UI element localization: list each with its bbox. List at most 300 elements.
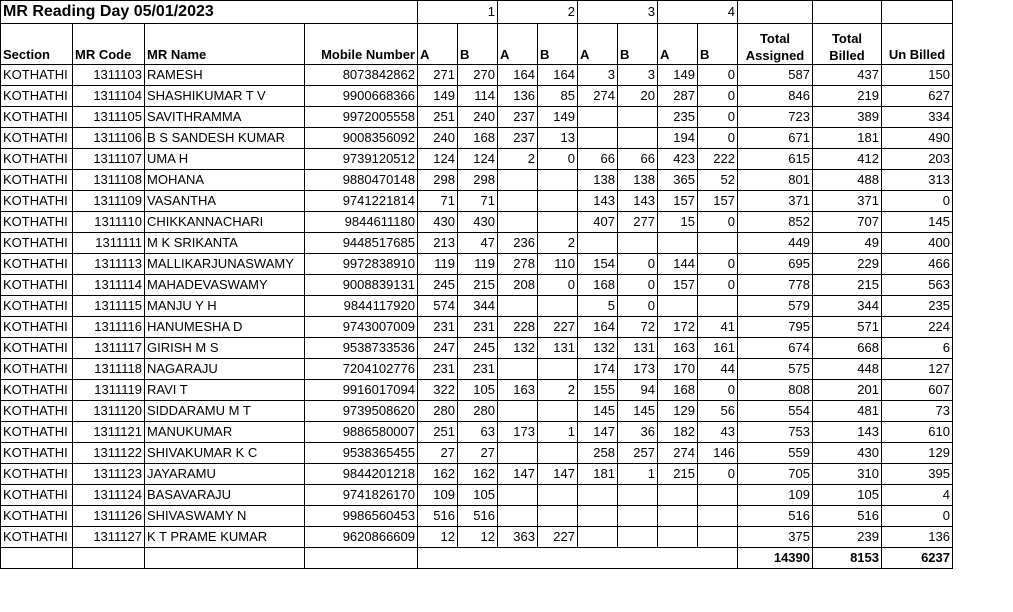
- cell-a-3[interactable]: 138: [578, 170, 618, 191]
- cell-unbilled[interactable]: 73: [882, 401, 953, 422]
- cell-unbilled[interactable]: 334: [882, 107, 953, 128]
- header-a-1[interactable]: A: [418, 24, 458, 65]
- cell-b-1[interactable]: 162: [458, 464, 498, 485]
- cell-total-billed[interactable]: 181: [813, 128, 882, 149]
- cell-a-3[interactable]: 147: [578, 422, 618, 443]
- cell-a-4[interactable]: 129: [658, 401, 698, 422]
- cell-total-assigned[interactable]: 615: [738, 149, 813, 170]
- cell-mr-name[interactable]: VASANTHA: [145, 191, 305, 212]
- cell-b-1[interactable]: 430: [458, 212, 498, 233]
- cell-a-1[interactable]: 245: [418, 275, 458, 296]
- cell-b-2[interactable]: [538, 212, 578, 233]
- cell-a-4[interactable]: 172: [658, 317, 698, 338]
- cell-a-3[interactable]: 155: [578, 380, 618, 401]
- cell-section[interactable]: KOTHATHI: [1, 149, 73, 170]
- empty-cell[interactable]: [698, 548, 738, 569]
- cell-a-2[interactable]: 2: [498, 149, 538, 170]
- cell-b-4[interactable]: 0: [698, 275, 738, 296]
- cell-mr-name[interactable]: CHIKKANNACHARI: [145, 212, 305, 233]
- cell-total-assigned[interactable]: 449: [738, 233, 813, 254]
- cell-b-2[interactable]: 85: [538, 86, 578, 107]
- cell-a-1[interactable]: 231: [418, 359, 458, 380]
- cell-mobile-number[interactable]: 9008839131: [305, 275, 418, 296]
- cell-b-2[interactable]: 227: [538, 527, 578, 548]
- cell-a-3[interactable]: 407: [578, 212, 618, 233]
- cell-a-3[interactable]: [578, 527, 618, 548]
- empty-cell[interactable]: [658, 548, 698, 569]
- cell-section[interactable]: KOTHATHI: [1, 128, 73, 149]
- cell-total-assigned[interactable]: 852: [738, 212, 813, 233]
- cell-section[interactable]: KOTHATHI: [1, 212, 73, 233]
- cell-mobile-number[interactable]: 8073842862: [305, 65, 418, 86]
- cell-b-4[interactable]: 41: [698, 317, 738, 338]
- cell-total-assigned[interactable]: 753: [738, 422, 813, 443]
- cell-total-assigned[interactable]: 587: [738, 65, 813, 86]
- cell-b-4[interactable]: [698, 527, 738, 548]
- cell-mobile-number[interactable]: 9844201218: [305, 464, 418, 485]
- cell-a-1[interactable]: 430: [418, 212, 458, 233]
- cell-a-2[interactable]: 228: [498, 317, 538, 338]
- cell-a-4[interactable]: 274: [658, 443, 698, 464]
- cell-total-assigned[interactable]: 801: [738, 170, 813, 191]
- header-b-4[interactable]: B: [698, 24, 738, 65]
- cell-unbilled[interactable]: 563: [882, 275, 953, 296]
- cell-a-1[interactable]: 280: [418, 401, 458, 422]
- cell-mr-code[interactable]: 1311107: [73, 149, 145, 170]
- cell-b-3[interactable]: [618, 107, 658, 128]
- cell-b-4[interactable]: 56: [698, 401, 738, 422]
- cell-b-3[interactable]: 145: [618, 401, 658, 422]
- cell-a-2[interactable]: 147: [498, 464, 538, 485]
- cell-unbilled[interactable]: 203: [882, 149, 953, 170]
- cell-section[interactable]: KOTHATHI: [1, 296, 73, 317]
- cell-mr-name[interactable]: SHASHIKUMAR T V: [145, 86, 305, 107]
- cell-unbilled[interactable]: 400: [882, 233, 953, 254]
- cell-a-3[interactable]: 145: [578, 401, 618, 422]
- cell-b-4[interactable]: 0: [698, 380, 738, 401]
- cell-b-1[interactable]: 47: [458, 233, 498, 254]
- cell-mobile-number[interactable]: 9538733536: [305, 338, 418, 359]
- cell-section[interactable]: KOTHATHI: [1, 338, 73, 359]
- cell-total-billed[interactable]: 389: [813, 107, 882, 128]
- cell-b-4[interactable]: 44: [698, 359, 738, 380]
- cell-a-3[interactable]: 181: [578, 464, 618, 485]
- cell-a-1[interactable]: 12: [418, 527, 458, 548]
- cell-total-billed[interactable]: 371: [813, 191, 882, 212]
- cell-a-3[interactable]: 143: [578, 191, 618, 212]
- cell-mr-name[interactable]: NAGARAJU: [145, 359, 305, 380]
- cell-unbilled[interactable]: 6: [882, 338, 953, 359]
- total-total-assigned[interactable]: 14390: [738, 548, 813, 569]
- cell-a-1[interactable]: 71: [418, 191, 458, 212]
- cell-mr-code[interactable]: 1311109: [73, 191, 145, 212]
- cell-b-3[interactable]: [618, 128, 658, 149]
- cell-a-4[interactable]: 163: [658, 338, 698, 359]
- cell-mr-name[interactable]: K T PRAME KUMAR: [145, 527, 305, 548]
- cell-b-3[interactable]: [618, 527, 658, 548]
- cell-b-1[interactable]: 298: [458, 170, 498, 191]
- cell-total-assigned[interactable]: 795: [738, 317, 813, 338]
- cell-a-1[interactable]: 271: [418, 65, 458, 86]
- cell-total-assigned[interactable]: 516: [738, 506, 813, 527]
- cell-total-assigned[interactable]: 705: [738, 464, 813, 485]
- empty-cell[interactable]: [1, 548, 73, 569]
- cell-b-2[interactable]: 149: [538, 107, 578, 128]
- cell-a-4[interactable]: 170: [658, 359, 698, 380]
- cell-total-billed[interactable]: 229: [813, 254, 882, 275]
- cell-a-4[interactable]: 215: [658, 464, 698, 485]
- cell-section[interactable]: KOTHATHI: [1, 317, 73, 338]
- cell-b-1[interactable]: 280: [458, 401, 498, 422]
- cell-total-billed[interactable]: 143: [813, 422, 882, 443]
- cell-a-3[interactable]: [578, 485, 618, 506]
- cell-mobile-number[interactable]: 9741826170: [305, 485, 418, 506]
- cell-b-1[interactable]: 231: [458, 317, 498, 338]
- cell-a-2[interactable]: 136: [498, 86, 538, 107]
- cell-a-4[interactable]: 157: [658, 275, 698, 296]
- cell-mr-code[interactable]: 1311114: [73, 275, 145, 296]
- cell-a-1[interactable]: 240: [418, 128, 458, 149]
- cell-section[interactable]: KOTHATHI: [1, 359, 73, 380]
- cell-unbilled[interactable]: 136: [882, 527, 953, 548]
- cell-a-1[interactable]: 231: [418, 317, 458, 338]
- cell-mr-code[interactable]: 1311111: [73, 233, 145, 254]
- cell-b-4[interactable]: 146: [698, 443, 738, 464]
- cell-section[interactable]: KOTHATHI: [1, 506, 73, 527]
- group-number-2[interactable]: 2: [498, 1, 578, 24]
- cell-b-2[interactable]: [538, 506, 578, 527]
- cell-total-assigned[interactable]: 375: [738, 527, 813, 548]
- cell-b-3[interactable]: [618, 485, 658, 506]
- cell-b-3[interactable]: 0: [618, 254, 658, 275]
- cell-section[interactable]: KOTHATHI: [1, 275, 73, 296]
- cell-section[interactable]: KOTHATHI: [1, 380, 73, 401]
- group-number-3[interactable]: 3: [578, 1, 658, 24]
- cell-mobile-number[interactable]: 9844611180: [305, 212, 418, 233]
- cell-mr-code[interactable]: 1311104: [73, 86, 145, 107]
- cell-total-assigned[interactable]: 723: [738, 107, 813, 128]
- cell-mobile-number[interactable]: 9739120512: [305, 149, 418, 170]
- header-b-3[interactable]: B: [618, 24, 658, 65]
- cell-total-billed[interactable]: 201: [813, 380, 882, 401]
- cell-section[interactable]: KOTHATHI: [1, 443, 73, 464]
- cell-unbilled[interactable]: 4: [882, 485, 953, 506]
- cell-a-4[interactable]: 182: [658, 422, 698, 443]
- cell-mobile-number[interactable]: 9886580007: [305, 422, 418, 443]
- cell-total-billed[interactable]: 488: [813, 170, 882, 191]
- cell-a-4[interactable]: 144: [658, 254, 698, 275]
- cell-a-4[interactable]: 235: [658, 107, 698, 128]
- cell-section[interactable]: KOTHATHI: [1, 86, 73, 107]
- cell-b-3[interactable]: 20: [618, 86, 658, 107]
- cell-mobile-number[interactable]: 9986560453: [305, 506, 418, 527]
- cell-mobile-number[interactable]: 9972838910: [305, 254, 418, 275]
- cell-a-1[interactable]: 574: [418, 296, 458, 317]
- cell-a-4[interactable]: 168: [658, 380, 698, 401]
- cell-mr-name[interactable]: SHIVASWAMY N: [145, 506, 305, 527]
- cell-mr-name[interactable]: SHIVAKUMAR K C: [145, 443, 305, 464]
- cell-a-2[interactable]: 163: [498, 380, 538, 401]
- cell-mr-name[interactable]: GIRISH M S: [145, 338, 305, 359]
- header-total-billed[interactable]: [813, 24, 882, 65]
- empty-cell[interactable]: [73, 548, 145, 569]
- cell-mr-code[interactable]: 1311120: [73, 401, 145, 422]
- cell-total-assigned[interactable]: 808: [738, 380, 813, 401]
- cell-mr-code[interactable]: 1311127: [73, 527, 145, 548]
- cell-b-3[interactable]: 36: [618, 422, 658, 443]
- cell-a-3[interactable]: 258: [578, 443, 618, 464]
- cell-b-3[interactable]: 138: [618, 170, 658, 191]
- cell-b-3[interactable]: 3: [618, 65, 658, 86]
- cell-total-billed[interactable]: 344: [813, 296, 882, 317]
- cell-mr-code[interactable]: 1311119: [73, 380, 145, 401]
- cell-unbilled[interactable]: 610: [882, 422, 953, 443]
- cell-b-1[interactable]: 344: [458, 296, 498, 317]
- cell-total-assigned[interactable]: 674: [738, 338, 813, 359]
- cell-b-1[interactable]: 63: [458, 422, 498, 443]
- header-unbilled[interactable]: Un Billed: [882, 24, 953, 65]
- cell-b-4[interactable]: 157: [698, 191, 738, 212]
- cell-total-billed[interactable]: 668: [813, 338, 882, 359]
- sheet-title[interactable]: MR Reading Day 05/01/2023: [1, 1, 418, 24]
- cell-b-3[interactable]: 0: [618, 275, 658, 296]
- cell-b-3[interactable]: 72: [618, 317, 658, 338]
- cell-a-2[interactable]: 173: [498, 422, 538, 443]
- cell-a-2[interactable]: [498, 359, 538, 380]
- cell-mr-code[interactable]: 1311108: [73, 170, 145, 191]
- cell-b-3[interactable]: 66: [618, 149, 658, 170]
- cell-mobile-number[interactable]: 9880470148: [305, 170, 418, 191]
- cell-b-4[interactable]: 0: [698, 128, 738, 149]
- cell-a-1[interactable]: 124: [418, 149, 458, 170]
- cell-mr-name[interactable]: M K SRIKANTA: [145, 233, 305, 254]
- cell-mr-code[interactable]: 1311110: [73, 212, 145, 233]
- cell-mobile-number[interactable]: 9448517685: [305, 233, 418, 254]
- cell-b-3[interactable]: 143: [618, 191, 658, 212]
- cell-a-1[interactable]: 516: [418, 506, 458, 527]
- cell-a-4[interactable]: 157: [658, 191, 698, 212]
- cell-b-4[interactable]: 52: [698, 170, 738, 191]
- cell-a-3[interactable]: 164: [578, 317, 618, 338]
- cell-mr-name[interactable]: UMA H: [145, 149, 305, 170]
- cell-a-4[interactable]: 423: [658, 149, 698, 170]
- cell-b-4[interactable]: 0: [698, 86, 738, 107]
- cell-total-billed[interactable]: 105: [813, 485, 882, 506]
- empty-cell[interactable]: [578, 548, 618, 569]
- group-number-4[interactable]: 4: [658, 1, 738, 24]
- cell-mr-name[interactable]: MOHANA: [145, 170, 305, 191]
- cell-a-1[interactable]: 119: [418, 254, 458, 275]
- cell-a-2[interactable]: 132: [498, 338, 538, 359]
- cell-mr-code[interactable]: 1311118: [73, 359, 145, 380]
- cell-a-2[interactable]: 278: [498, 254, 538, 275]
- cell-b-2[interactable]: [538, 296, 578, 317]
- cell-total-billed[interactable]: 49: [813, 233, 882, 254]
- cell-b-2[interactable]: 1: [538, 422, 578, 443]
- cell-a-3[interactable]: 154: [578, 254, 618, 275]
- empty-cell[interactable]: [538, 548, 578, 569]
- cell-a-1[interactable]: 109: [418, 485, 458, 506]
- empty-cell[interactable]: [305, 548, 418, 569]
- cell-mr-code[interactable]: 1311106: [73, 128, 145, 149]
- cell-b-3[interactable]: 0: [618, 296, 658, 317]
- cell-unbilled[interactable]: 607: [882, 380, 953, 401]
- cell-b-3[interactable]: [618, 233, 658, 254]
- cell-a-4[interactable]: [658, 296, 698, 317]
- cell-unbilled[interactable]: 224: [882, 317, 953, 338]
- cell-a-2[interactable]: [498, 506, 538, 527]
- cell-b-1[interactable]: 231: [458, 359, 498, 380]
- cell-total-billed[interactable]: 310: [813, 464, 882, 485]
- cell-a-3[interactable]: [578, 233, 618, 254]
- cell-b-1[interactable]: 114: [458, 86, 498, 107]
- cell-b-2[interactable]: 227: [538, 317, 578, 338]
- cell-a-2[interactable]: 237: [498, 107, 538, 128]
- cell-a-1[interactable]: 213: [418, 233, 458, 254]
- cell-section[interactable]: KOTHATHI: [1, 107, 73, 128]
- cell-a-3[interactable]: [578, 128, 618, 149]
- cell-b-3[interactable]: 1: [618, 464, 658, 485]
- cell-b-1[interactable]: 119: [458, 254, 498, 275]
- cell-a-1[interactable]: 162: [418, 464, 458, 485]
- header-a-2[interactable]: A: [498, 24, 538, 65]
- cell-b-1[interactable]: 245: [458, 338, 498, 359]
- cell-unbilled[interactable]: 395: [882, 464, 953, 485]
- cell-a-1[interactable]: 251: [418, 422, 458, 443]
- cell-total-assigned[interactable]: 109: [738, 485, 813, 506]
- cell-total-assigned[interactable]: 695: [738, 254, 813, 275]
- header-mr-name[interactable]: MR Name: [145, 24, 305, 65]
- cell-section[interactable]: KOTHATHI: [1, 254, 73, 275]
- cell-b-3[interactable]: 94: [618, 380, 658, 401]
- cell-mr-name[interactable]: SAVITHRAMMA: [145, 107, 305, 128]
- cell-a-1[interactable]: 247: [418, 338, 458, 359]
- cell-unbilled[interactable]: 127: [882, 359, 953, 380]
- cell-b-4[interactable]: 0: [698, 464, 738, 485]
- cell-mobile-number[interactable]: 9538365455: [305, 443, 418, 464]
- cell-b-2[interactable]: 110: [538, 254, 578, 275]
- cell-a-1[interactable]: 251: [418, 107, 458, 128]
- cell-unbilled[interactable]: 235: [882, 296, 953, 317]
- cell-unbilled[interactable]: 0: [882, 506, 953, 527]
- cell-total-assigned[interactable]: 554: [738, 401, 813, 422]
- cell-b-1[interactable]: 124: [458, 149, 498, 170]
- cell-b-1[interactable]: 71: [458, 191, 498, 212]
- cell-section[interactable]: KOTHATHI: [1, 485, 73, 506]
- cell-mobile-number[interactable]: 7204102776: [305, 359, 418, 380]
- cell-a-2[interactable]: [498, 170, 538, 191]
- cell-total-assigned[interactable]: 778: [738, 275, 813, 296]
- cell-total-assigned[interactable]: 575: [738, 359, 813, 380]
- cell-mr-name[interactable]: MAHADEVASWAMY: [145, 275, 305, 296]
- cell-a-2[interactable]: [498, 485, 538, 506]
- cell-a-2[interactable]: 236: [498, 233, 538, 254]
- cell-b-4[interactable]: 222: [698, 149, 738, 170]
- cell-a-4[interactable]: 287: [658, 86, 698, 107]
- cell-a-3[interactable]: [578, 506, 618, 527]
- cell-total-assigned[interactable]: 579: [738, 296, 813, 317]
- cell-mr-name[interactable]: MANJU Y H: [145, 296, 305, 317]
- cell-total-assigned[interactable]: 371: [738, 191, 813, 212]
- cell-a-1[interactable]: 27: [418, 443, 458, 464]
- empty-cell[interactable]: [418, 548, 458, 569]
- cell-b-2[interactable]: [538, 359, 578, 380]
- header-mr-code[interactable]: MR Code: [73, 24, 145, 65]
- cell-mr-code[interactable]: 1311126: [73, 506, 145, 527]
- header-a-4[interactable]: A: [658, 24, 698, 65]
- cell-total-billed[interactable]: 571: [813, 317, 882, 338]
- cell-a-4[interactable]: 365: [658, 170, 698, 191]
- total-unbilled[interactable]: 6237: [882, 548, 953, 569]
- cell-mobile-number[interactable]: 9008356092: [305, 128, 418, 149]
- cell-section[interactable]: KOTHATHI: [1, 401, 73, 422]
- cell-unbilled[interactable]: 627: [882, 86, 953, 107]
- cell-unbilled[interactable]: 490: [882, 128, 953, 149]
- cell-a-2[interactable]: [498, 212, 538, 233]
- cell-b-2[interactable]: 2: [538, 380, 578, 401]
- cell-total-assigned[interactable]: 671: [738, 128, 813, 149]
- cell-b-2[interactable]: 0: [538, 275, 578, 296]
- cell-mr-code[interactable]: 1311116: [73, 317, 145, 338]
- cell-b-2[interactable]: [538, 191, 578, 212]
- cell-unbilled[interactable]: 0: [882, 191, 953, 212]
- group-number-1[interactable]: 1: [418, 1, 498, 24]
- cell-b-1[interactable]: 516: [458, 506, 498, 527]
- cell-mr-name[interactable]: MALLIKARJUNASWAMY: [145, 254, 305, 275]
- cell-b-4[interactable]: 161: [698, 338, 738, 359]
- cell-a-2[interactable]: 208: [498, 275, 538, 296]
- cell-b-2[interactable]: [538, 443, 578, 464]
- cell-b-2[interactable]: 2: [538, 233, 578, 254]
- cell-b-4[interactable]: 0: [698, 254, 738, 275]
- cell-b-4[interactable]: [698, 485, 738, 506]
- cell-mr-name[interactable]: MANUKUMAR: [145, 422, 305, 443]
- cell-section[interactable]: KOTHATHI: [1, 233, 73, 254]
- header-mobile-number[interactable]: Mobile Number: [305, 24, 418, 65]
- cell-mr-code[interactable]: 1311113: [73, 254, 145, 275]
- cell-mr-code[interactable]: 1311123: [73, 464, 145, 485]
- cell-mobile-number[interactable]: 9620866609: [305, 527, 418, 548]
- cell-a-3[interactable]: 274: [578, 86, 618, 107]
- empty-cell[interactable]: [458, 548, 498, 569]
- cell-total-billed[interactable]: 412: [813, 149, 882, 170]
- cell-a-2[interactable]: 363: [498, 527, 538, 548]
- cell-section[interactable]: KOTHATHI: [1, 527, 73, 548]
- cell-mobile-number[interactable]: 9900668366: [305, 86, 418, 107]
- cell-b-1[interactable]: 12: [458, 527, 498, 548]
- cell-mobile-number[interactable]: 9972005558: [305, 107, 418, 128]
- cell-mr-name[interactable]: JAYARAMU: [145, 464, 305, 485]
- cell-a-4[interactable]: 15: [658, 212, 698, 233]
- cell-total-billed[interactable]: 430: [813, 443, 882, 464]
- cell-b-1[interactable]: 215: [458, 275, 498, 296]
- cell-mr-name[interactable]: BASAVARAJU: [145, 485, 305, 506]
- cell-b-4[interactable]: 43: [698, 422, 738, 443]
- cell-b-1[interactable]: 168: [458, 128, 498, 149]
- cell-a-4[interactable]: 194: [658, 128, 698, 149]
- cell-section[interactable]: KOTHATHI: [1, 65, 73, 86]
- header-b-2[interactable]: B: [538, 24, 578, 65]
- cell-b-3[interactable]: 131: [618, 338, 658, 359]
- cell-b-2[interactable]: 164: [538, 65, 578, 86]
- empty-cell[interactable]: [145, 548, 305, 569]
- cell-mr-name[interactable]: SIDDARAMU M T: [145, 401, 305, 422]
- cell-b-2[interactable]: [538, 485, 578, 506]
- cell-mr-name[interactable]: B S SANDESH KUMAR: [145, 128, 305, 149]
- cell-a-3[interactable]: 3: [578, 65, 618, 86]
- cell-a-1[interactable]: 298: [418, 170, 458, 191]
- cell-b-3[interactable]: 173: [618, 359, 658, 380]
